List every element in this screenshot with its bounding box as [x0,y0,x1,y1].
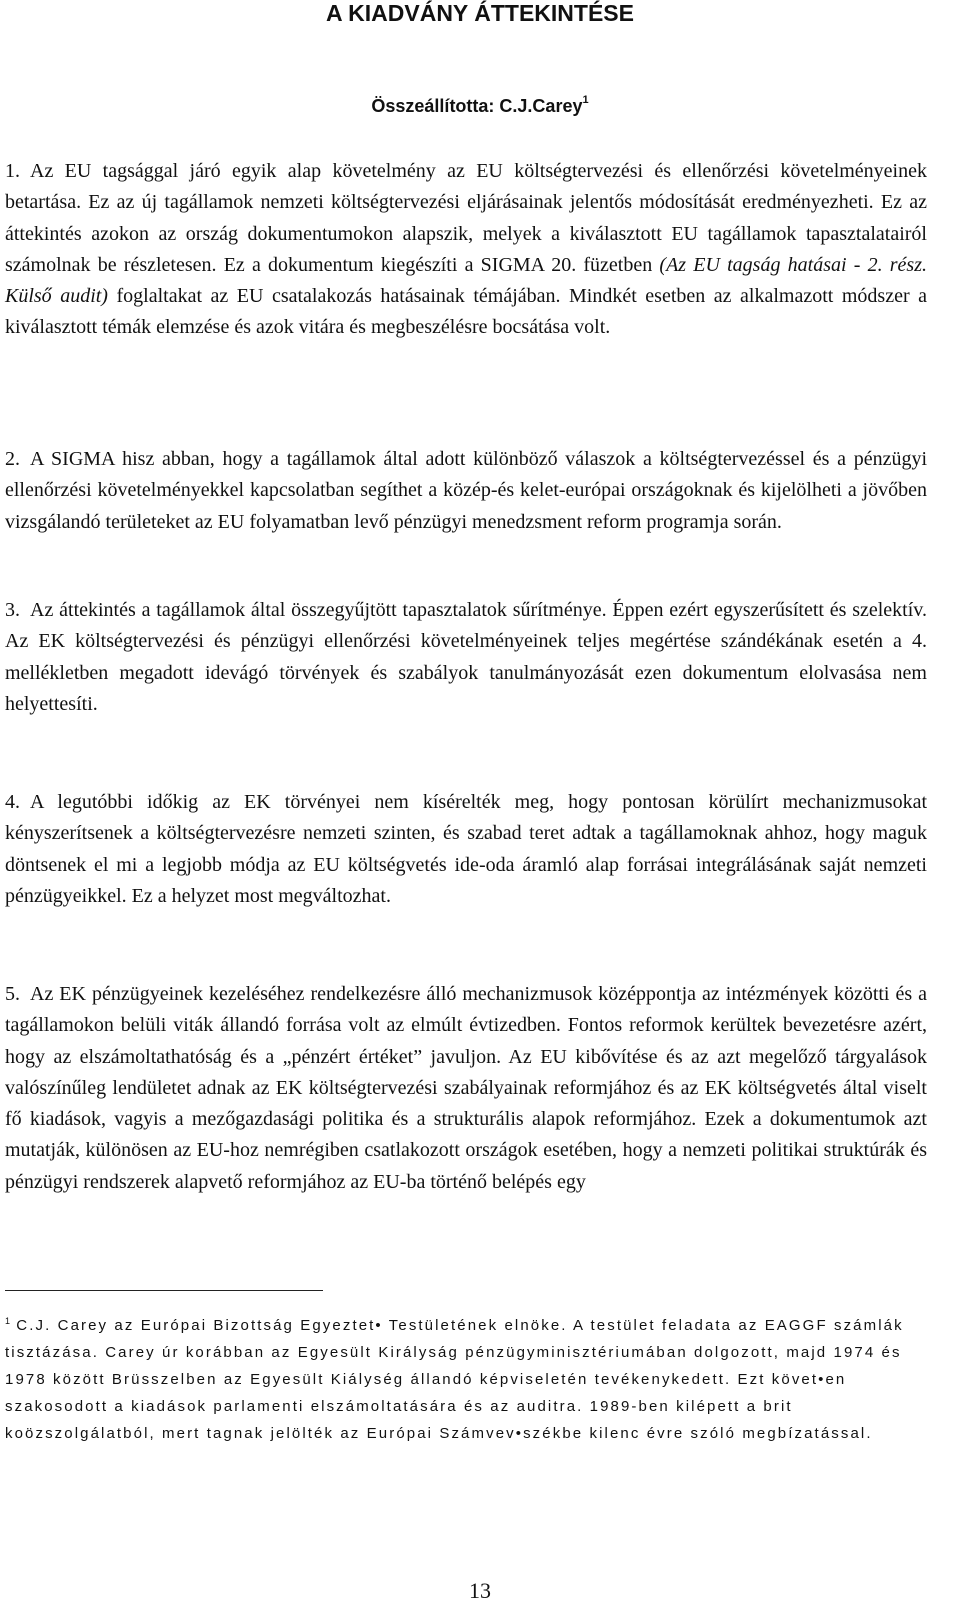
paragraph-2 [5,444,927,538]
paragraph-number: 2. [5,448,20,470]
compiler-text: Összeállította: C.J.Carey [371,96,583,116]
paragraph-text: Az EU tagsággal járó egyik alap követelmény az EU költségtervezési és ellenőrzési követelményeinek betartása. Ez az új tagállamok nemzeti költségtervezési eljárásainak jelentős módosítását eredményezheti. Ez az áttekintés azokon az ország dokumentumokon alapszik, melyek a kiválasztott EU tagállamok tapasztalatairól számolnak be részletesen. Ez a dokumentum kiegészíti a SIGMA 20. füzetben [5,160,927,276]
paragraph-text-continued: foglaltakat az EU csatalakozás hatásainak témájában. Mindkét esetben az alkalmazott módszer a kiválasztott témák elemzése és azok vitára és megbeszélésre bocsátása volt. [5,285,928,339]
footnote-number: 1 [5,1316,11,1326]
paragraph-italic-reference: (Az EU tagság hatásai - 2. rész. Külső audit) [5,253,927,308]
footnote-ref: 1 [582,94,589,106]
page-number: 13 [469,1578,491,1603]
paragraph-4 [5,787,927,912]
paragraph-number: 4. [5,791,20,813]
footnote-text: C.J. Carey az Európai Bizottság Egyeztet• Testületének elnöke. A testület feladata az EAGGF számlák tisztázása. Carey úr korábban az Egyesült Királyság pénzügyminisztériumában dolgozott, majd 1974 és 1978 között Brüsszelben az Egyesült Kiálység állandó képviseletén tevékenykedett. Ezt követ•en szakosodott a kiadások parlamenti elszámoltatására és az auditra. 1989-ben kilépett a brit koözszolgálatból, mert tagnak jelölték az Európai Számvev•székbe kilenc évre szóló megbízatással. [5,1317,904,1442]
paragraph-text: A legutóbbi időkig az EK törvényei nem kísérelték meg, hogy pontosan körülírt mechanizmusokat kényszerítsenek a költségtervezésre nemzeti szinten, és szabad teret adtak a tagállamoknak ahhoz, hogy maguk döntsenek el mi a legjobb módja az EU költségvetés ide-oda áramló alap forrásai integrálásának saját nemzeti pénzügyeikkel. Ez a helyzet most megváltozhat. [5,791,927,907]
paragraph-text: Az EK pénzügyeinek kezeléséhez rendelkezésre álló mechanizmusok középpontja az intézmények közötti és a tagállamokon belüli viták állandó forrása volt az elmúlt évtizedben. Fontos reformok kerültek bevezetésre azért, hogy az elszámoltathatóság és a „pénzért értéket” javuljon. Az EU kibővítése és az azt megelőző tárgyalások valószínűleg lendületet adnak az EK költségtervezési szabályainak reformjához és az EK költségvetés által viselt fő kiadások, vagyis a mezőgazdasági politika és a strukturális alapok reformjához. Ezek a dokumentumok azt mutatják, különösen az EU-hoz nemrégiben csatlakozott országok esetében, hogy a nemzeti politikai struktúrák és pénzügyi rendszerek alapvető reformjához az EU-ba történő belépés egy [5,983,927,1193]
paragraph-5 [5,979,927,1198]
paragraph-3 [5,595,927,720]
footnote-separator [5,1290,323,1291]
paragraph-number: 1. [5,160,20,182]
compiler-line [0,96,960,117]
paragraph-number: 3. [5,599,20,621]
document-title: A KIADVÁNY ÁTTEKINTÉSE [326,0,634,26]
paragraph-text: A SIGMA hisz abban, hogy a tagállamok által adott különböző válaszok a költségtervezéssel és a pénzügyi ellenőrzési követelményekkel kapcsolatban segíthet a közép-és kelet-európai országoknak és kijelölheti a jövőben vizsgálandó területeket az EU folyamatban levő pénzügyi menedzsment reform programja során. [5,448,927,533]
paragraph-number: 5. [5,983,20,1005]
footnote [5,1308,905,1447]
paragraph-text: Az áttekintés a tagállamok által összegyűjtött tapasztalatok sűrítménye. Éppen ezért egyszerűsített és szelektív. Az EK költségtervezési és pénzügyi ellenőrzési követelményeinek teljes megértése szándékának esetén a 4. mellékletben megadott idevágó törvények és szabályok tanulmányozását ezen dokumentum elolvasása nem helyettesíti. [5,599,927,715]
paragraph-1 [5,156,927,344]
